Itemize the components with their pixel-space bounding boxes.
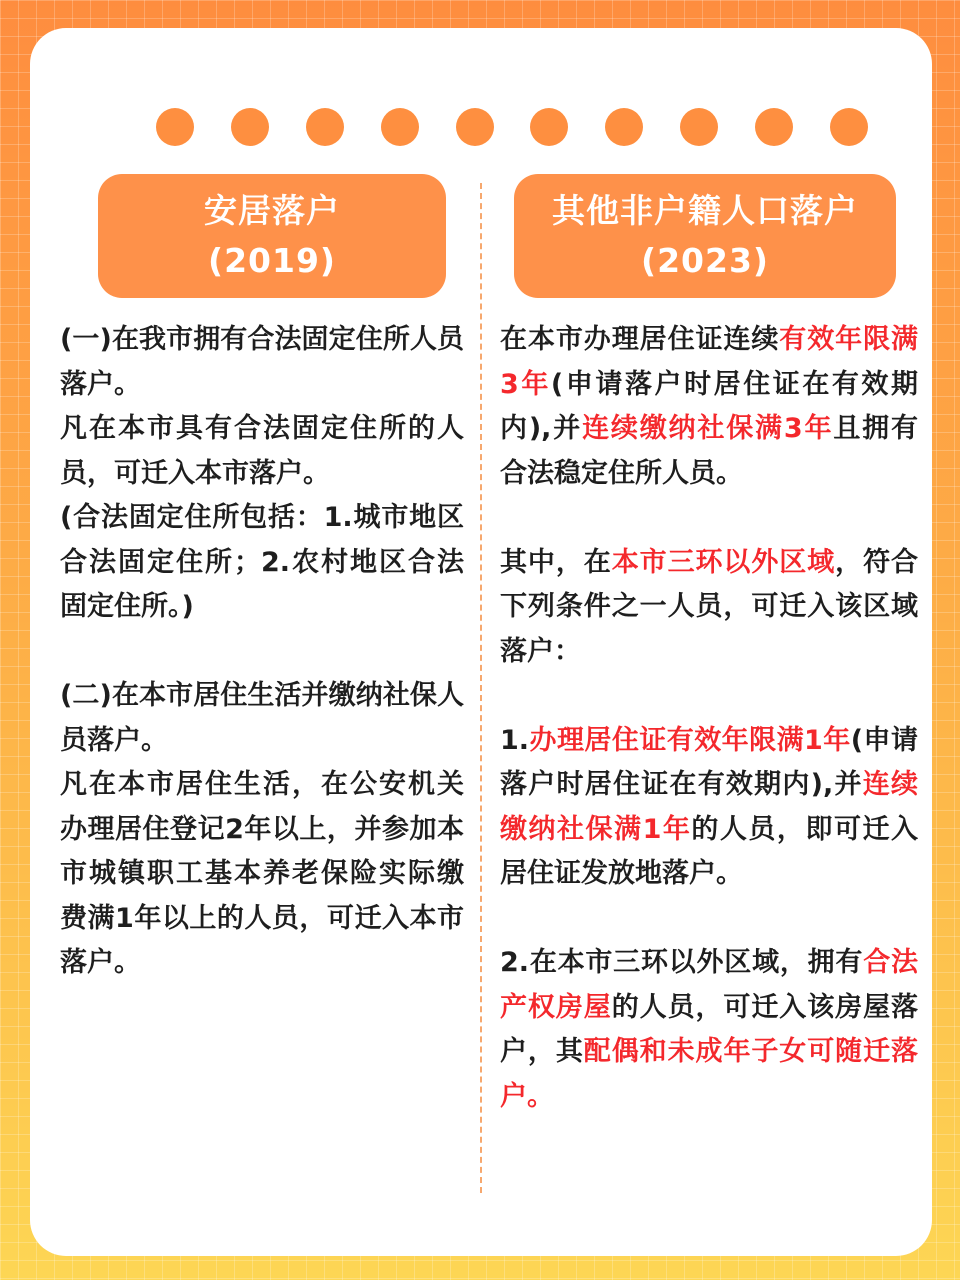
dot xyxy=(680,108,718,146)
dot xyxy=(605,108,643,146)
dot xyxy=(381,108,419,146)
left-paragraph: 凡在本市居住生活，在公安机关办理居住登记2年以上，并参加本市城镇职工基本养老保险实际缴费满1年以上的人员，可迁入本市落户。 xyxy=(60,769,464,978)
left-paragraph: (二)在本市居住生活并缴纳社保人员落户。 xyxy=(60,680,464,756)
spacer xyxy=(500,674,918,719)
text: 的人员，即可迁入居住证发放地落户。 xyxy=(500,813,918,889)
highlight-text: 连续缴纳社保满3年 xyxy=(582,413,834,444)
left-header xyxy=(98,174,446,298)
dot xyxy=(456,108,494,146)
dot xyxy=(830,108,868,146)
right-column xyxy=(500,318,918,1119)
dot xyxy=(231,108,269,146)
spacer xyxy=(60,630,464,675)
left-paragraph: (一)在我市拥有合法固定住所人员落户。 xyxy=(60,324,464,400)
left-header-title: 安居落户 xyxy=(204,191,340,230)
text: 其中，在 xyxy=(500,546,612,578)
text: 且拥有合法稳定住所人员。 xyxy=(500,413,918,489)
highlight-text: 本市三环以外区域 xyxy=(611,546,836,578)
right-header-year: (2023) xyxy=(640,241,769,280)
text: 1. xyxy=(500,724,530,756)
text: 在本市办理居住证连续 xyxy=(500,324,780,355)
left-paragraph: (合法固定住所包括：1.城市地区合法固定住所；2.农村地区合法固定住所。) xyxy=(60,502,464,622)
left-column xyxy=(60,318,464,986)
text: (申请落户时居住证在有效期内),并 xyxy=(500,724,918,800)
spacer xyxy=(500,897,918,942)
decorative-dots xyxy=(156,108,868,146)
column-divider xyxy=(480,183,482,1193)
right-header xyxy=(514,174,896,298)
right-paragraph xyxy=(500,719,918,897)
text: ，符合下列条件之一人员，可迁入该区域落户： xyxy=(500,546,919,667)
dot xyxy=(755,108,793,146)
spacer xyxy=(500,496,918,541)
highlight-text: 有效年限满3年 xyxy=(500,324,919,400)
text: 2.在本市三环以外区域，拥有 xyxy=(500,947,864,978)
highlight-text: 合法产权房屋 xyxy=(500,947,919,1023)
right-paragraph xyxy=(500,541,918,675)
left-header-year: (2019) xyxy=(207,241,336,280)
dot xyxy=(530,108,568,146)
highlight-text: 办理居住证有效年限满1年 xyxy=(529,724,851,756)
right-paragraph xyxy=(500,318,918,496)
left-paragraph: 凡在本市具有合法固定住所的人员，可迁入本市落户。 xyxy=(60,413,464,489)
highlight-text: 配偶和未成年子女可随迁落户。 xyxy=(500,1036,919,1112)
right-paragraph xyxy=(500,941,918,1119)
right-header-title: 其他非户籍人口落户 xyxy=(552,191,858,230)
text: (申请落户时居住证在有效期内),并 xyxy=(500,368,918,444)
highlight-text: 连续缴纳社保满1年 xyxy=(500,769,918,845)
text: 的人员，可迁入该房屋落户，其 xyxy=(500,991,919,1067)
dot xyxy=(306,108,344,146)
dot xyxy=(156,108,194,146)
